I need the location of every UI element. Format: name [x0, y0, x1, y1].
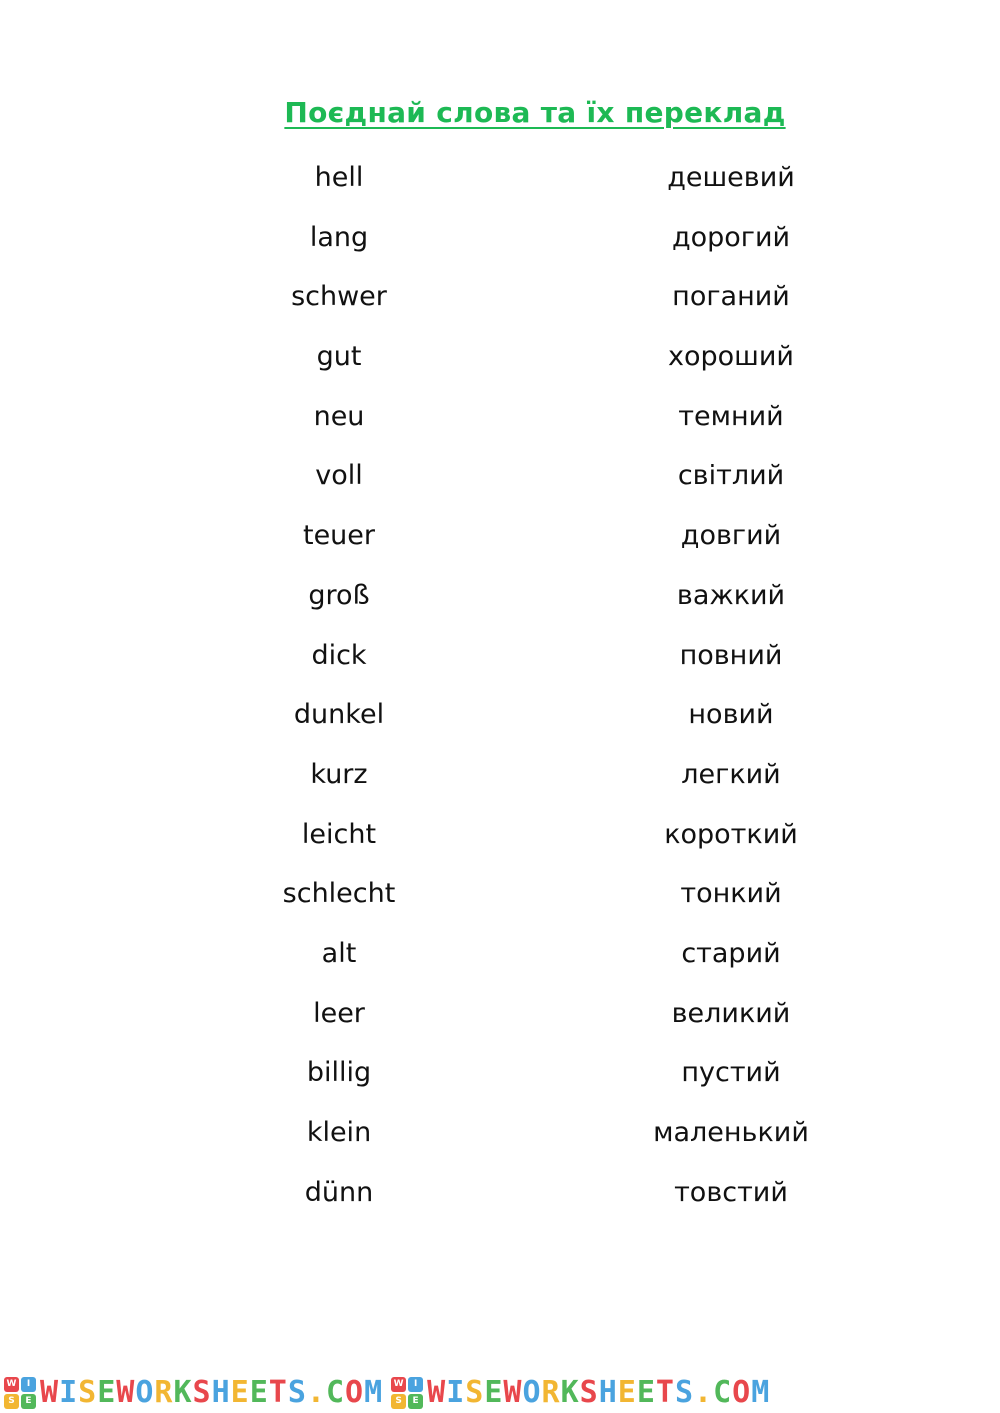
logo-letter: E [408, 1394, 423, 1409]
logo-letter: W [4, 1377, 19, 1392]
worksheet-title: Поєднай слова та їх переклад [284, 96, 786, 129]
ukrainian-word: маленький [653, 1117, 809, 1148]
ukrainian-word: великий [671, 997, 791, 1029]
german-word: gut [316, 341, 362, 373]
german-word: leer [313, 997, 365, 1029]
footer-watermark [0, 1372, 1000, 1413]
logo-letter: W [391, 1377, 406, 1392]
german-word: schlecht [282, 878, 396, 910]
logo-letter: I [408, 1377, 423, 1392]
german-word: dunkel [293, 699, 385, 731]
german-word: schwer [291, 281, 387, 313]
german-word: teuer [302, 520, 376, 552]
logo-icon [391, 1377, 423, 1409]
brand-mark [4, 1375, 383, 1410]
german-word: klein [306, 1117, 372, 1148]
german-word: voll [315, 460, 363, 492]
german-word: neu [313, 400, 365, 432]
logo-letter: S [4, 1394, 19, 1409]
logo-letter: S [391, 1394, 406, 1409]
logo-icon [4, 1377, 36, 1409]
ukrainian-word: дорогий [671, 221, 791, 253]
german-word: hell [314, 162, 364, 193]
ukrainian-word-list [631, 155, 831, 1229]
ukrainian-word: темний [678, 400, 784, 432]
ukrainian-word: новий [688, 699, 774, 731]
ukrainian-word: короткий [664, 818, 798, 850]
german-word: dünn [304, 1176, 374, 1208]
ukrainian-word: пустий [681, 1057, 781, 1089]
logo-letter: E [21, 1394, 36, 1409]
ukrainian-word: легкий [681, 758, 781, 790]
ukrainian-word: товстий [674, 1176, 788, 1208]
german-word: leicht [301, 818, 377, 850]
watermark-text: W I S E W O R K S H E E T S . C O M [40, 1375, 384, 1410]
logo-letter: I [21, 1377, 36, 1392]
german-word: alt [321, 937, 357, 969]
german-word: groß [308, 579, 370, 611]
ukrainian-word: світлий [677, 460, 785, 492]
german-word: dick [311, 639, 367, 671]
german-word: kurz [310, 758, 368, 790]
ukrainian-word: довгий [680, 520, 782, 552]
ukrainian-word: дешевий [667, 162, 795, 193]
ukrainian-word: повний [679, 639, 783, 671]
ukrainian-word: тонкий [680, 878, 782, 910]
german-word-list [239, 155, 439, 1229]
watermark-text: W I S E W O R K S H E E T S . C O M [427, 1375, 771, 1410]
ukrainian-word: важкий [676, 579, 786, 611]
german-word: billig [306, 1057, 372, 1089]
ukrainian-word: старий [681, 937, 781, 969]
ukrainian-word: поганий [672, 281, 790, 313]
brand-mark [391, 1375, 770, 1410]
german-word: lang [309, 221, 369, 253]
ukrainian-word: хороший [668, 341, 794, 373]
